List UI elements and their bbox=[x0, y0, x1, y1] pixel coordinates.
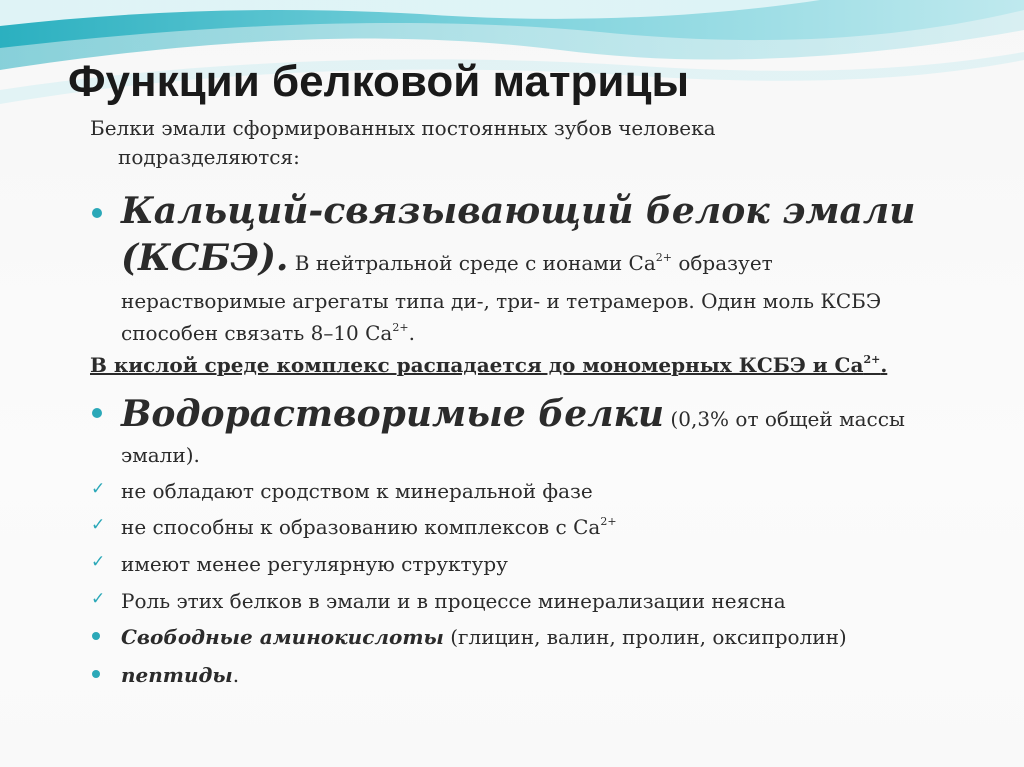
term-ksbe: (КСБЭ). bbox=[121, 237, 289, 279]
check-item-4: Роль этих белков в эмали и в процессе минерализации неясна bbox=[121, 589, 786, 613]
bullet-dot-icon bbox=[92, 632, 100, 640]
term-free-amino-acids: Свободные аминокислоты bbox=[121, 625, 444, 649]
desc-line-4: способен связать 8–10 Ca bbox=[121, 321, 393, 345]
term-peptides: пептиды bbox=[121, 663, 233, 687]
term-water-soluble-proteins: Водорастворимые белки bbox=[121, 393, 665, 435]
check-item-2 bbox=[121, 512, 617, 542]
desc-peptides: . bbox=[232, 663, 240, 687]
desc-water-soluble-line-2: эмали). bbox=[121, 443, 200, 467]
check-item-2-text: не способны к образованию комплексов с Ca bbox=[121, 515, 601, 539]
bullet-dot-icon bbox=[92, 670, 100, 678]
checkmark-icon: ✓ bbox=[91, 479, 106, 499]
list-item-water-soluble-proteins bbox=[121, 392, 921, 469]
list-item-peptides bbox=[121, 660, 239, 690]
checkmark-icon: ✓ bbox=[91, 515, 106, 535]
superscript: 2+ bbox=[600, 515, 617, 528]
desc-part-2: образует bbox=[671, 251, 773, 275]
acid-environment-note bbox=[90, 350, 887, 380]
acid-text-end: . bbox=[880, 353, 888, 377]
check-item-3: имеют менее регулярную структуру bbox=[121, 552, 508, 576]
acid-text: В кислой среде комплекс распадается до мономерных КСБЭ и Ca bbox=[90, 353, 864, 377]
intro-line-1: Белки эмали сформированных постоянных зубов человека bbox=[90, 116, 716, 140]
list-item-free-amino-acids bbox=[121, 622, 847, 652]
superscript: 2+ bbox=[392, 321, 409, 334]
desc-line-3: нерастворимые агрегаты типа ди-, три- и тетрамеров. Один моль КСБЭ bbox=[121, 289, 882, 313]
term-calcium-binding-protein: Кальций-связывающий белок эмали bbox=[121, 190, 916, 232]
desc-amino-acids: (глицин, валин, пролин, оксипролин) bbox=[443, 625, 847, 649]
superscript: 2+ bbox=[863, 353, 881, 366]
checkmark-icon: ✓ bbox=[91, 589, 106, 609]
bullet-dot-icon bbox=[92, 408, 102, 418]
check-item-1: не обладают сродством к минеральной фазе bbox=[121, 479, 593, 503]
intro-text bbox=[90, 114, 910, 172]
superscript: 2+ bbox=[655, 251, 672, 264]
desc-part-1: В нейтральной среде с ионами Ca bbox=[294, 251, 656, 275]
bullet-dot-icon bbox=[92, 208, 102, 218]
intro-line-2: подразделяются: bbox=[118, 145, 300, 169]
slide-title: Функции белковой матрицы bbox=[68, 57, 690, 106]
desc-water-soluble: (0,3% от общей массы bbox=[664, 407, 905, 431]
desc-line-4-end: . bbox=[408, 321, 415, 345]
list-item-calcium-protein bbox=[121, 186, 921, 349]
checkmark-icon: ✓ bbox=[91, 552, 106, 572]
